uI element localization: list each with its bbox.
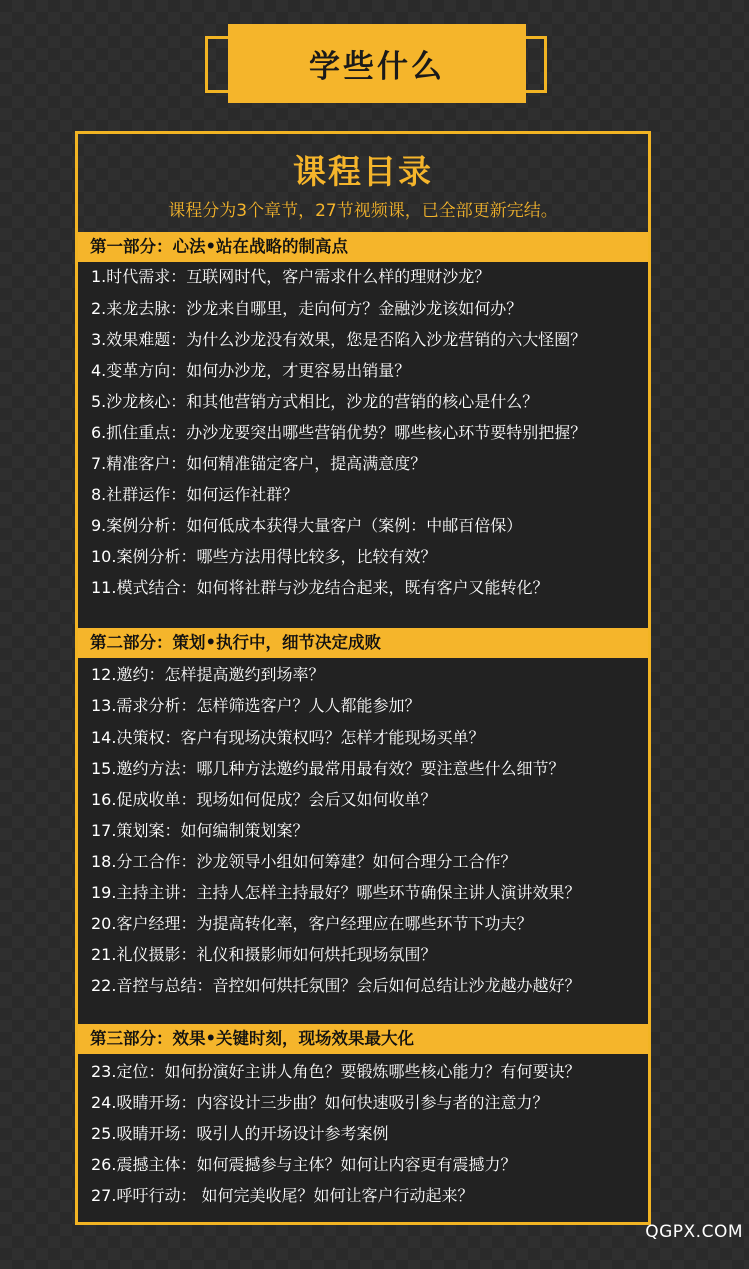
list-item: 20.客户经理：为提高转化率，客户经理应在哪些环节下功夫？	[91, 914, 533, 933]
list-item: 6.抓住重点：办沙龙要突出哪些营销优势？哪些核心环节要特别把握？	[91, 423, 587, 442]
list-item: 19.主持主讲：主持人怎样主持最好？哪些环节确保主讲人演讲效果？	[91, 883, 581, 902]
catalog-subtitle: 课程分为3个章节，27节视频课，已全部更新完结。	[168, 201, 558, 221]
list-item: 22.音控与总结：音控如何烘托氛围？会后如何总结让沙龙越办越好？	[91, 976, 581, 995]
list-item: 17.策划案：如何编制策划案？	[91, 821, 309, 840]
list-item: 11.模式结合：如何将社群与沙龙结合起来，既有客户又能转化？	[91, 578, 549, 597]
list-item: 3.效果难题：为什么沙龙没有效果，您是否陷入沙龙营销的六大怪圈？	[91, 330, 587, 349]
list-item: 18.分工合作：沙龙领导小组如何筹建？如何合理分工合作？	[91, 852, 517, 871]
list-item: 10.案例分析：哪些方法用得比较多，比较有效？	[91, 547, 437, 566]
list-item: 7.精准客户：如何精准锚定客户，提高满意度？	[91, 454, 427, 473]
list-item: 12.邀约：怎样提高邀约到场率？	[91, 665, 325, 684]
list-item: 2.来龙去脉：沙龙来自哪里，走向何方？金融沙龙该如何办？	[91, 299, 523, 318]
list-item: 24.吸睛开场：内容设计三步曲？如何快速吸引参与者的注意力？	[91, 1093, 549, 1112]
list-item: 27.呼吁行动： 如何完美收尾？如何让客户行动起来？	[91, 1186, 474, 1205]
section-title-2: 第二部分：策划•执行中，细节决定成败	[78, 628, 648, 658]
section-title-3: 第三部分：效果•关键时刻，现场效果最大化	[78, 1024, 648, 1054]
watermark: QGPX.COM	[645, 1222, 743, 1242]
list-item: 8.社群运作：如何运作社群？	[91, 485, 299, 504]
list-item: 5.沙龙核心：和其他营销方式相比，沙龙的营销的核心是什么？	[91, 392, 539, 411]
section-body-1	[78, 262, 648, 628]
list-item: 26.震撼主体：如何震撼参与主体？如何让内容更有震撼力？	[91, 1155, 517, 1174]
catalog-frame	[75, 131, 651, 1225]
list-item: 9.案例分析：如何低成本获得大量客户（案例：中邮百倍保）	[91, 516, 523, 535]
catalog-title: 课程目录	[293, 152, 433, 191]
list-item: 14.决策权：客户有现场决策权吗？怎样才能现场买单？	[91, 728, 485, 747]
list-item: 21.礼仪摄影：礼仪和摄影师如何烘托现场氛围？	[91, 945, 437, 964]
list-item: 16.促成收单：现场如何促成？会后又如何收单？	[91, 790, 437, 809]
header-banner	[228, 24, 526, 103]
list-item: 4.变革方向：如何办沙龙，才更容易出销量？	[91, 361, 411, 380]
section-body-3	[78, 1054, 648, 1222]
section-body-2	[78, 658, 648, 1024]
list-item: 13.需求分析：怎样筛选客户？人人都能参加？	[91, 696, 421, 715]
page-title: 学些什么	[309, 49, 445, 85]
list-item: 25.吸睛开场：吸引人的开场设计参考案例	[91, 1124, 389, 1143]
list-item: 1.时代需求：互联网时代，客户需求什么样的理财沙龙？	[91, 267, 491, 286]
list-item: 15.邀约方法：哪几种方法邀约最常用最有效？要注意些什么细节？	[91, 759, 565, 778]
list-item: 23.定位：如何扮演好主讲人角色？要锻炼哪些核心能力？有何要诀？	[91, 1062, 581, 1081]
section-title-1: 第一部分：心法•站在战略的制高点	[78, 232, 648, 262]
